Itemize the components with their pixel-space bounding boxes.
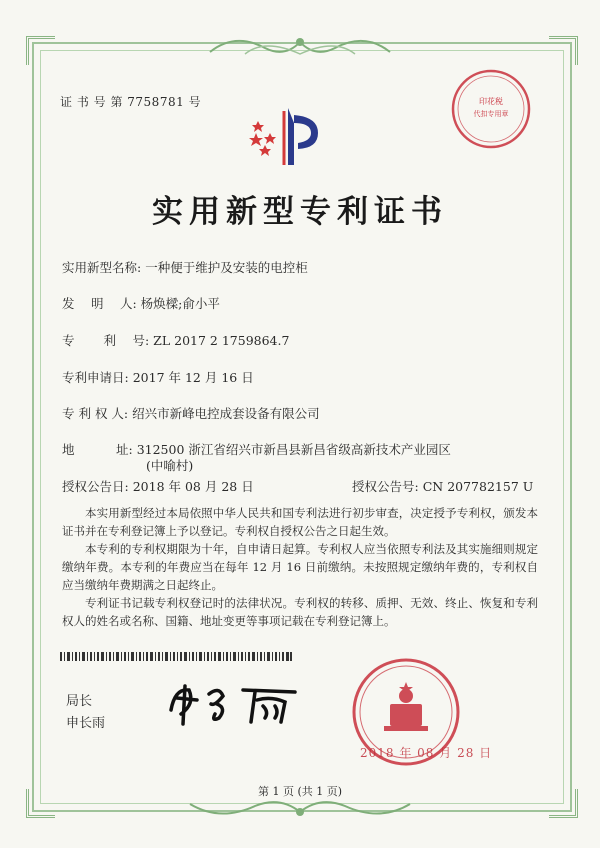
application-date-label: 专利申请日: [62,370,129,385]
seal-date: 2018 年 08 月 28 日 [360,746,493,760]
certificate-number [60,93,201,110]
paragraph-legal-status: 专利证书记载专利权登记时的法律状况。专利权的转移、质押、无效、终止、恢复和专利权人的姓名或名称、国籍、地址变更等事项记载在专利登记簿上。 [62,596,538,628]
grant-date-value: 2018 年 08 月 28 日 [132,479,254,494]
address-label: 地 址: [62,442,133,457]
patent-number-value: ZL 2017 2 1759864.7 [153,333,290,348]
application-date-value: 2017 年 12 月 16 日 [132,370,254,385]
barcode [60,652,292,661]
top-floral-ornament [205,30,395,64]
utility-model-name-value: 一种便于维护及安装的电控柜 [145,260,308,275]
page-title: 实用新型专利证书 [152,194,448,230]
grant-number-row [352,477,533,495]
corner-ornament [549,36,578,65]
grant-date-label: 授权公告日: [62,479,129,494]
grant-date-row [62,477,254,495]
address-line2: (中喻村) [146,458,194,473]
director-title: 局长 [66,694,93,709]
grant-number-label: 授权公告号: [352,479,419,494]
patentee-row [62,404,320,422]
address-value: 312500 浙江省绍兴市新昌县新昌省级高新技术产业园区 [136,442,451,457]
utility-model-name-row [62,258,308,276]
paragraph-term: 本专利的专利权期限为十年，自申请日起算。专利权人应当依照专利法及其实施细则规定缴纳年费。本专利的年费应当在每年 12 月 16 日前缴纳。未按照规定缴纳年费的，专利权自应当缴纳年费期满之日起终止。 [62,542,538,592]
utility-model-name-label: 实用新型名称: [62,260,142,275]
certificate-number-value: 7758781 [127,95,185,109]
patent-number-row [62,331,289,349]
address-row [62,440,451,458]
cnipa-logo-icon [248,103,328,173]
applicant-seal-stamp [450,68,532,150]
patentee-label: 专 利 权 人: [62,406,129,421]
svg-text:印花税: 印花税 [479,97,503,106]
patentee-value: 绍兴市新峰电控成套设备有限公司 [132,406,320,421]
director-signature-icon [163,680,313,726]
certificate-number-label: 证 书 号 第 [60,95,123,109]
inventor-value: 杨焕樑;俞小平 [140,296,220,311]
svg-text:代扣专用章: 代扣专用章 [473,110,509,118]
corner-ornament [26,36,55,65]
page-number: 第 1 页 (共 1 页) [257,785,343,798]
certificate-number-suffix: 号 [188,95,202,109]
director-name: 申长雨 [66,716,106,731]
patent-number-label: 专 利 号: [62,333,150,348]
inventor-row [62,294,220,312]
inventor-label: 发 明 人: [62,296,137,311]
application-date-row [62,368,254,386]
grant-number-value: CN 207782157 U [422,479,534,494]
paragraph-grant: 本实用新型经过本局依照中华人民共和国专利法进行初步审查，决定授予专利权，颁发本证书并在专利登记簿上予以登记。专利权自授权公告之日起生效。 [62,506,538,538]
